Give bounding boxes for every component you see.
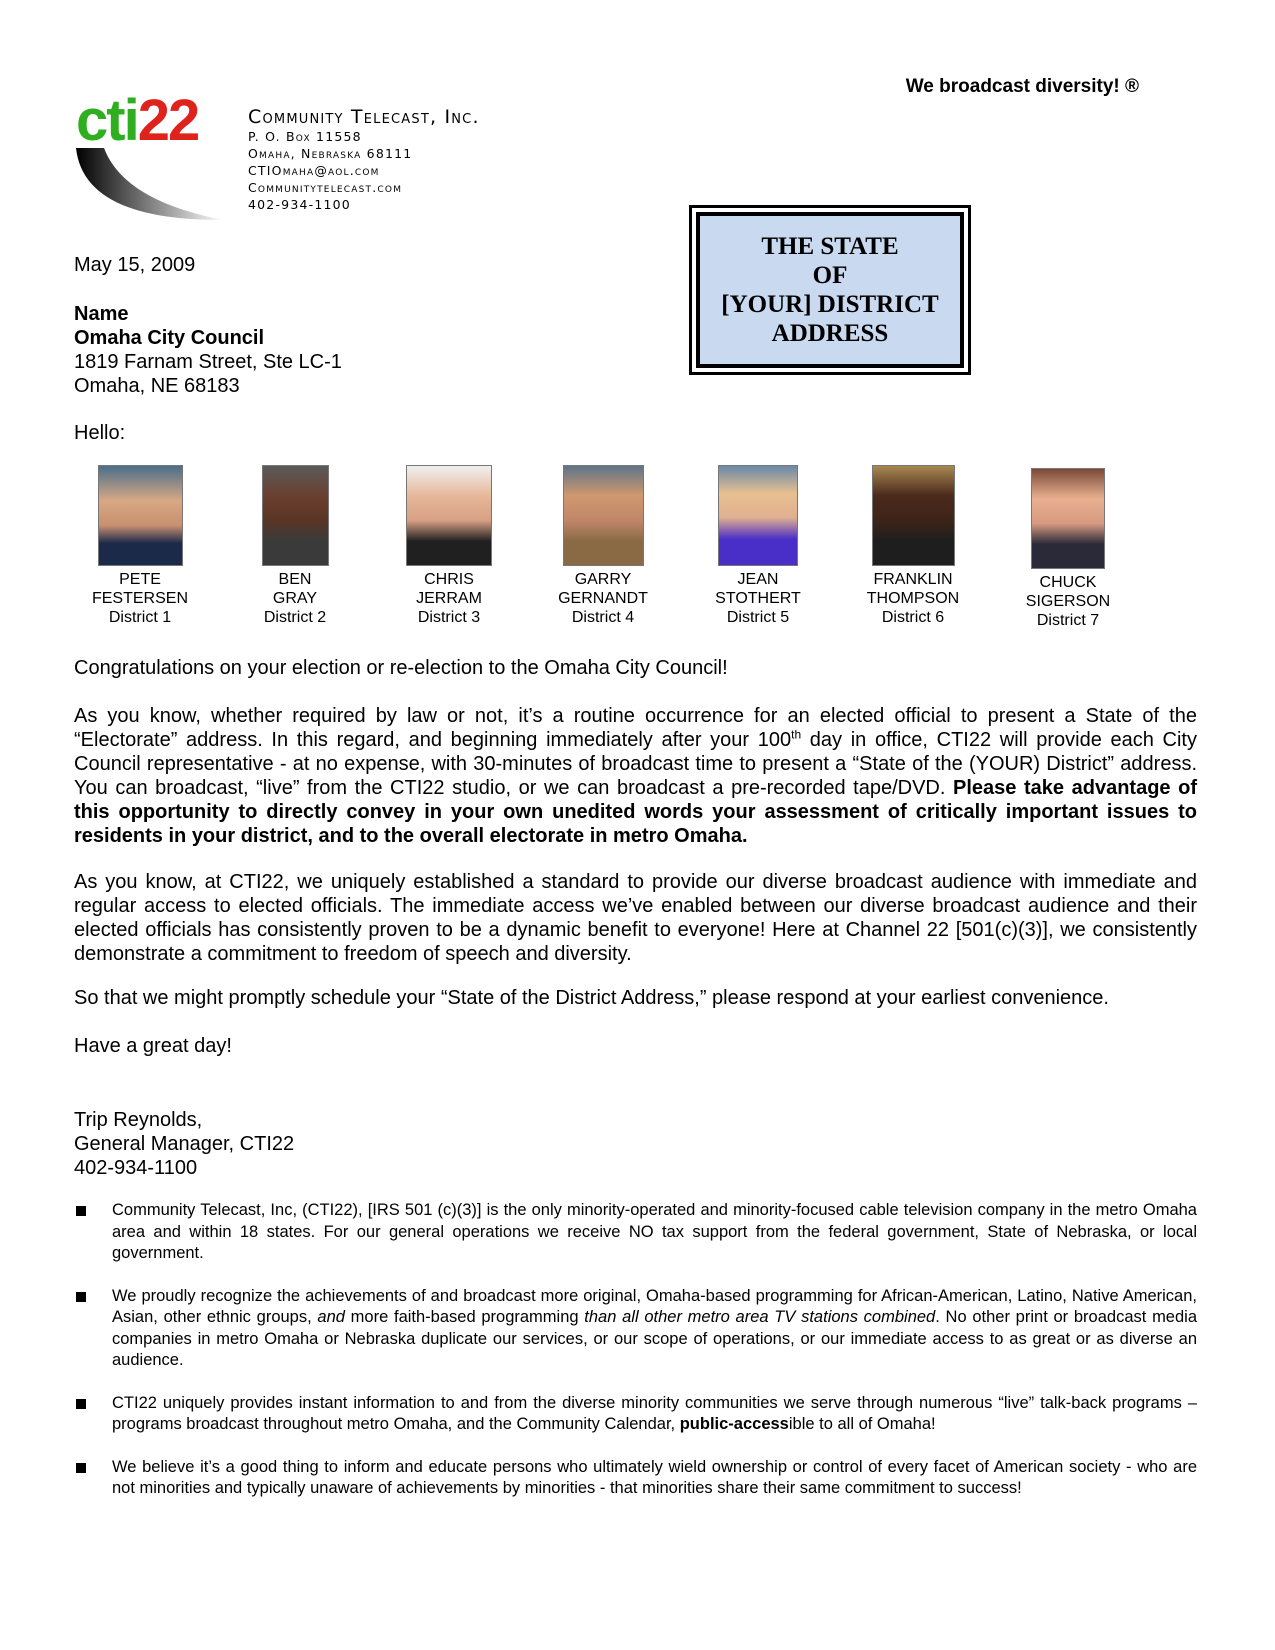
state-box-line: ADDRESS xyxy=(771,320,889,347)
offer-paragraph xyxy=(74,704,1197,848)
member-last-name: JERRAM xyxy=(416,590,482,607)
bullet-text: We believe it’s a good thing to inform and educate persons who ultimately wield ownership or control of every facet of American society - who are not minorities and typically unaware of achievements by minorities - that minorities share their same commitment to success! xyxy=(112,1457,1197,1497)
square-bullet-icon xyxy=(76,1399,86,1409)
congratulations-paragraph: Congratulations on your election or re-election to the Omaha City Council! xyxy=(74,657,728,679)
signer-phone: 402-934-1100 xyxy=(74,1157,198,1179)
portrait-photo xyxy=(262,465,329,566)
council-member-1 xyxy=(75,465,205,627)
member-last-name: THOMPSON xyxy=(866,590,960,607)
list-item xyxy=(74,1457,1197,1500)
portrait-photo xyxy=(98,465,183,566)
recipient-name: Name xyxy=(74,303,129,325)
member-last-name: GRAY xyxy=(272,590,318,607)
portrait-photo xyxy=(406,465,492,566)
bullet-italic-text: than all other metro area TV stations combined xyxy=(584,1308,936,1326)
member-first-name: JEAN xyxy=(737,571,779,588)
list-item xyxy=(74,1286,1197,1372)
schedule-paragraph: So that we might promptly schedule your “State of the District Address,” please respond at your earliest convenience. xyxy=(74,987,1109,1009)
member-last-name: FESTERSEN xyxy=(91,590,188,607)
member-first-name: BEN xyxy=(278,571,312,588)
company-name: Community Telecast, Inc. xyxy=(248,106,480,128)
offer-text-part-2: day in office, CTI22 will provide each City Council representative - at no expense, with 30-minutes of broadcast time to present a “State of the (YOUR) District” address. You can broadcast, “live” from the CTI22 studio, or we can broadcast a pre-recorded tape/DVD. xyxy=(74,729,1197,799)
portrait-photo xyxy=(1031,468,1105,569)
bullet-bold-text: public-access xyxy=(679,1415,789,1433)
member-first-name: CHRIS xyxy=(424,571,474,588)
recipient-address xyxy=(74,302,342,398)
member-first-name: FRANKLIN xyxy=(873,571,953,588)
council-member-2 xyxy=(230,465,360,627)
company-phone: 402-934-1100 xyxy=(248,197,351,212)
member-first-name: GARRY xyxy=(574,571,632,588)
member-district: District 5 xyxy=(726,609,790,626)
state-box-line: [YOUR] DISTRICT xyxy=(721,291,939,318)
bullet-text: CTI22 uniquely provides instant information to and from the diverse minority communities we serve through numerous “live” talk-back programs – programs broadcast throughout metro Omaha, and the Community Calendar, xyxy=(112,1393,1197,1433)
list-item xyxy=(74,1393,1197,1436)
portrait-photo xyxy=(563,465,644,566)
bullet-italic-text: and xyxy=(317,1308,345,1326)
access-paragraph: As you know, at CTI22, we uniquely established a standard to provide our diverse broadcast audience with immediate and regular access to elected officials. The immediate access we’ve enabled between our diverse broadcast audience and their elected officials has consistently proven to be a dynamic benefit to everyone! Here at Channel 22 [501(c)(3)], we consistently demonstrate a commitment to freedom of speech and diversity. xyxy=(74,871,1197,965)
bullet-text: We proudly recognize the achievements of and broadcast more original, Omaha-based programming for African-American, Latino, Native American, Asian, other ethnic groups, xyxy=(112,1286,1197,1326)
council-member-4 xyxy=(538,465,668,627)
logo-wordmark xyxy=(76,88,199,153)
member-district: District 2 xyxy=(263,609,327,626)
portrait-photo xyxy=(872,465,955,566)
list-item xyxy=(74,1200,1197,1265)
council-member-7 xyxy=(1003,468,1133,630)
council-member-6 xyxy=(848,465,978,627)
company-letterhead xyxy=(248,106,480,213)
salutation: Hello: xyxy=(74,422,126,444)
square-bullet-icon xyxy=(76,1463,86,1473)
offer-text-part-1: As you know, whether required by law or not, it’s a routine occurrence for an elected official to present a State of the “Electorate” address. In this regard, and beginning immediately after your 100 xyxy=(74,705,1197,751)
council-member-3 xyxy=(384,465,514,627)
signature-block xyxy=(74,1108,294,1180)
signer-name: Trip Reynolds, xyxy=(74,1109,203,1131)
bullet-text: Community Telecast, Inc, (CTI22), [IRS 501 (c)(3)] is the only minority-operated and minority-focused cable television company in the metro Omaha area and within 18 states. For our general operations we receive NO tax support from the federal government, State of Nebraska, or local government. xyxy=(112,1201,1197,1262)
closing-line: Have a great day! xyxy=(74,1035,232,1057)
square-bullet-icon xyxy=(76,1292,86,1302)
logo-text-cti: cti xyxy=(76,88,138,153)
letter-date: May 15, 2009 xyxy=(74,254,196,276)
bullet-text: . No other print or broadcast media companies in metro Omaha or Nebraska duplicate our services, or our scope of operations, or our immediate access to as great or as diverse an audience. xyxy=(112,1308,1198,1369)
portrait-photo xyxy=(718,465,798,566)
bullet-text: ible to all of Omaha! xyxy=(788,1415,936,1433)
state-box-line: OF xyxy=(812,262,848,289)
member-district: District 3 xyxy=(417,609,481,626)
ordinal-suffix: th xyxy=(791,727,802,742)
square-bullet-icon xyxy=(76,1206,86,1216)
company-website: Communitytelecast.com xyxy=(248,180,403,195)
logo-text-22: 22 xyxy=(137,88,199,153)
member-last-name: GERNANDT xyxy=(558,590,648,607)
tagline: We broadcast diversity! ® xyxy=(905,76,1139,97)
company-city: Omaha, Nebraska 68111 xyxy=(248,146,413,161)
member-district: District 4 xyxy=(571,609,635,626)
member-first-name: PETE xyxy=(119,571,161,588)
member-last-name: SIGERSON xyxy=(1025,593,1111,610)
member-first-name: CHUCK xyxy=(1039,574,1097,591)
member-district: District 1 xyxy=(108,609,172,626)
bullet-text: more faith-based programming xyxy=(344,1308,585,1326)
signer-title: General Manager, CTI22 xyxy=(74,1133,295,1155)
offer-emphasis: Please take advantage of this opportunity to directly convey in your own unedited words your assessment of critically important issues to residents in your district, and to the overall electorate in metro Omaha. xyxy=(74,777,1198,847)
recipient-street: 1819 Farnam Street, Ste LC-1 xyxy=(74,351,342,373)
member-last-name: STOTHERT xyxy=(715,590,801,607)
state-of-district-box xyxy=(689,205,971,375)
facts-list xyxy=(74,1200,1197,1521)
recipient-org: Omaha City Council xyxy=(74,327,265,349)
council-member-5 xyxy=(693,465,823,627)
state-box-line: THE STATE xyxy=(761,233,899,260)
member-district: District 6 xyxy=(881,609,945,626)
recipient-city: Omaha, NE 68183 xyxy=(74,375,240,397)
company-po-box: P. O. Box 11558 xyxy=(248,129,362,144)
member-district: District 7 xyxy=(1036,612,1100,629)
company-email: CTIOmaha@aol.com xyxy=(248,163,380,178)
